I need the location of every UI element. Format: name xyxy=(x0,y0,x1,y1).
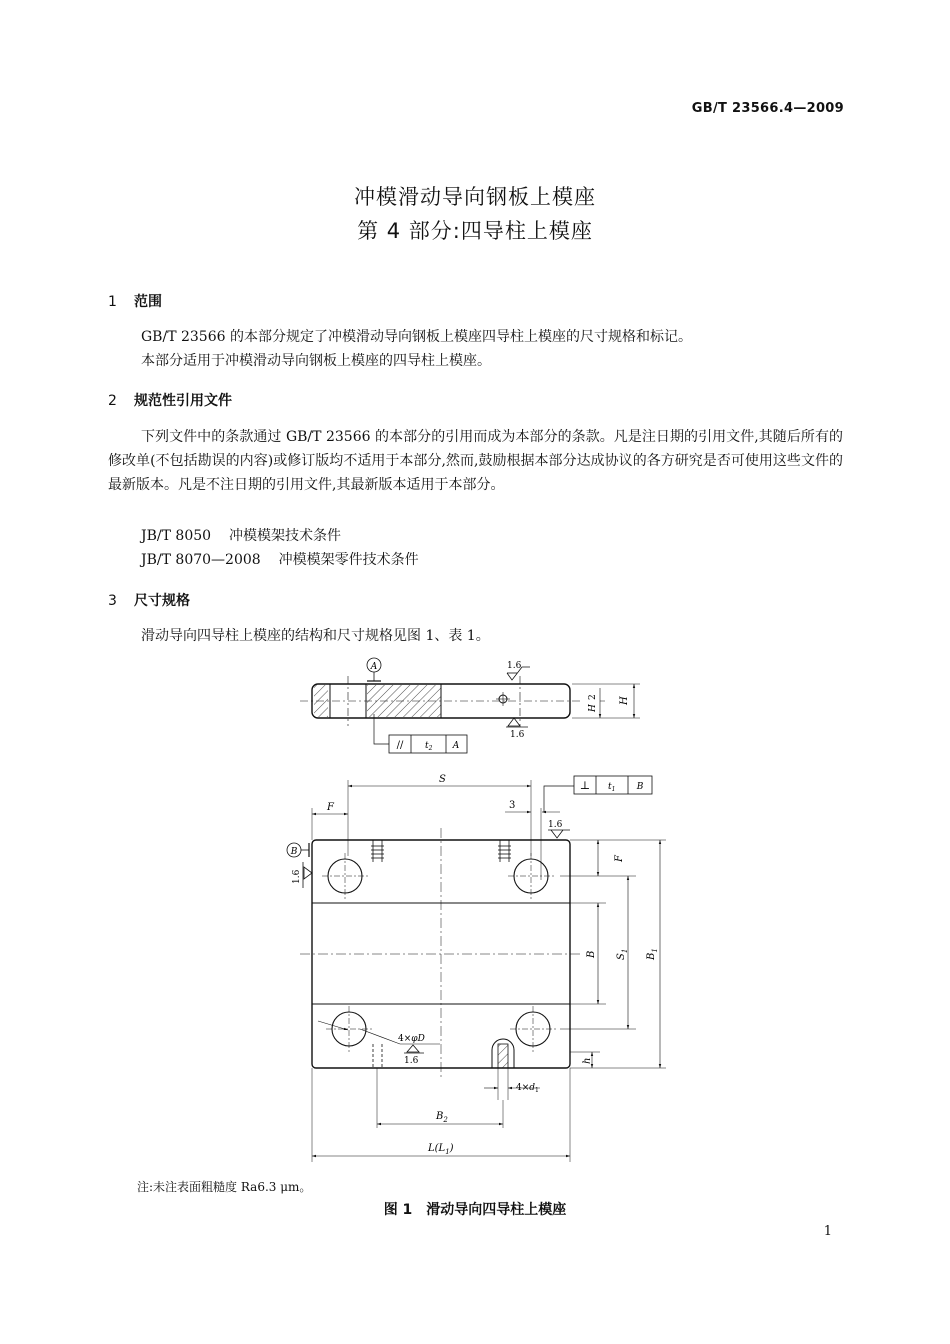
document-title-line1: 冲模滑动导向钢板上模座 xyxy=(354,185,596,209)
scope-paragraph-1: GB/T 23566 的本部分规定了冲模滑动导向钢板上模座四导柱上模座的尺寸规格和标记。 xyxy=(141,329,692,345)
section-number: 1 xyxy=(108,294,117,310)
scope-paragraph-2: 本部分适用于冲模滑动导向钢板上模座的四导柱上模座。 xyxy=(141,353,491,369)
reference-title: 冲模模架零件技术条件 xyxy=(278,552,419,568)
section-title: 尺寸规格 xyxy=(134,593,190,609)
roughness-bottom-label: 1.6 xyxy=(510,730,525,740)
dimensions-paragraph: 滑动导向四导柱上模座的结构和尺寸规格见图 1、表 1。 xyxy=(141,628,490,644)
dim-f-top-label: F xyxy=(327,802,334,813)
dim-b1-label: $B_1$ xyxy=(646,948,659,960)
figure-caption: 图 1 滑动导向四导柱上模座 xyxy=(383,1202,567,1218)
guide-hole-top-left xyxy=(328,859,362,893)
roughness-hole-label: 1.6 xyxy=(404,1056,419,1066)
reference-code: JB/T 8050 xyxy=(141,528,212,544)
hole-d-label: 4×φD xyxy=(398,1034,425,1044)
dim-s1-label: $S_1$ xyxy=(616,948,629,960)
standard-number: GB/T 23566.4—2009 xyxy=(691,101,844,116)
dim-f-right-label: F xyxy=(614,855,625,862)
dim-3-label: 3 xyxy=(509,800,516,811)
dim-h-half-num: H xyxy=(588,704,598,712)
dim-b2-label: $B_2$ xyxy=(436,1111,448,1124)
t2-label: $t_2$ xyxy=(425,741,433,752)
section-title: 范围 xyxy=(134,294,162,310)
dim-s-label: S xyxy=(439,774,446,785)
guide-hole-bottom-left xyxy=(332,1012,366,1046)
reference-title: 冲模模架技术条件 xyxy=(229,528,342,544)
dim-b-label: B xyxy=(586,950,597,958)
perp-datum-label: B xyxy=(636,782,644,792)
roughness-plan-label: 1.6 xyxy=(548,820,563,830)
page-number: 1 xyxy=(823,1224,832,1239)
dim-h-label: H xyxy=(619,696,630,705)
figure-note: 注:未注表面粗糙度 Ra6.3 μm。 xyxy=(137,1180,312,1194)
parallel-symbol: // xyxy=(396,740,404,751)
guide-hole-top-right xyxy=(514,859,548,893)
plan-view xyxy=(287,776,666,1162)
parallel-datum-label: A xyxy=(452,741,460,751)
dim-h-small-label: h xyxy=(582,1057,593,1064)
section-number: 3 xyxy=(108,593,117,609)
datum-b-label: B xyxy=(290,847,298,857)
section-number: 2 xyxy=(108,393,117,409)
dim-l-label: $L(L_1)$ xyxy=(428,1143,454,1156)
hole-d1-label: $4\times d_1$ xyxy=(516,1083,539,1094)
dim-h-half-den: 2 xyxy=(588,694,598,700)
guide-hole-bottom-right xyxy=(516,1012,550,1046)
document-title-line2: 第 4 部分:四导柱上模座 xyxy=(357,219,593,243)
datum-a-label: A xyxy=(370,662,378,672)
roughness-left-label: 1.6 xyxy=(292,869,302,884)
t1-label: $t_1$ xyxy=(608,782,616,793)
normative-paragraph: 下列文件中的条款通过 GB/T 23566 的本部分的引用而成为本部分的条款。凡是注日期的引用文件,其随后所有的修改单(不包括勘误的内容)或修订版均不适用于本部分,然而,鼓励根据本部分达成协议的各方研究是否可使用这些文件的最新版本。凡是不注日期的引用文件,其最新版本适用于本部分。 xyxy=(108,429,843,493)
pin-hole-section xyxy=(498,1044,508,1068)
roughness-top-label: 1.6 xyxy=(507,661,522,671)
reference-code: JB/T 8070—2008 xyxy=(141,552,261,568)
perp-symbol: ⊥ xyxy=(579,779,591,792)
section-title: 规范性引用文件 xyxy=(134,393,232,409)
